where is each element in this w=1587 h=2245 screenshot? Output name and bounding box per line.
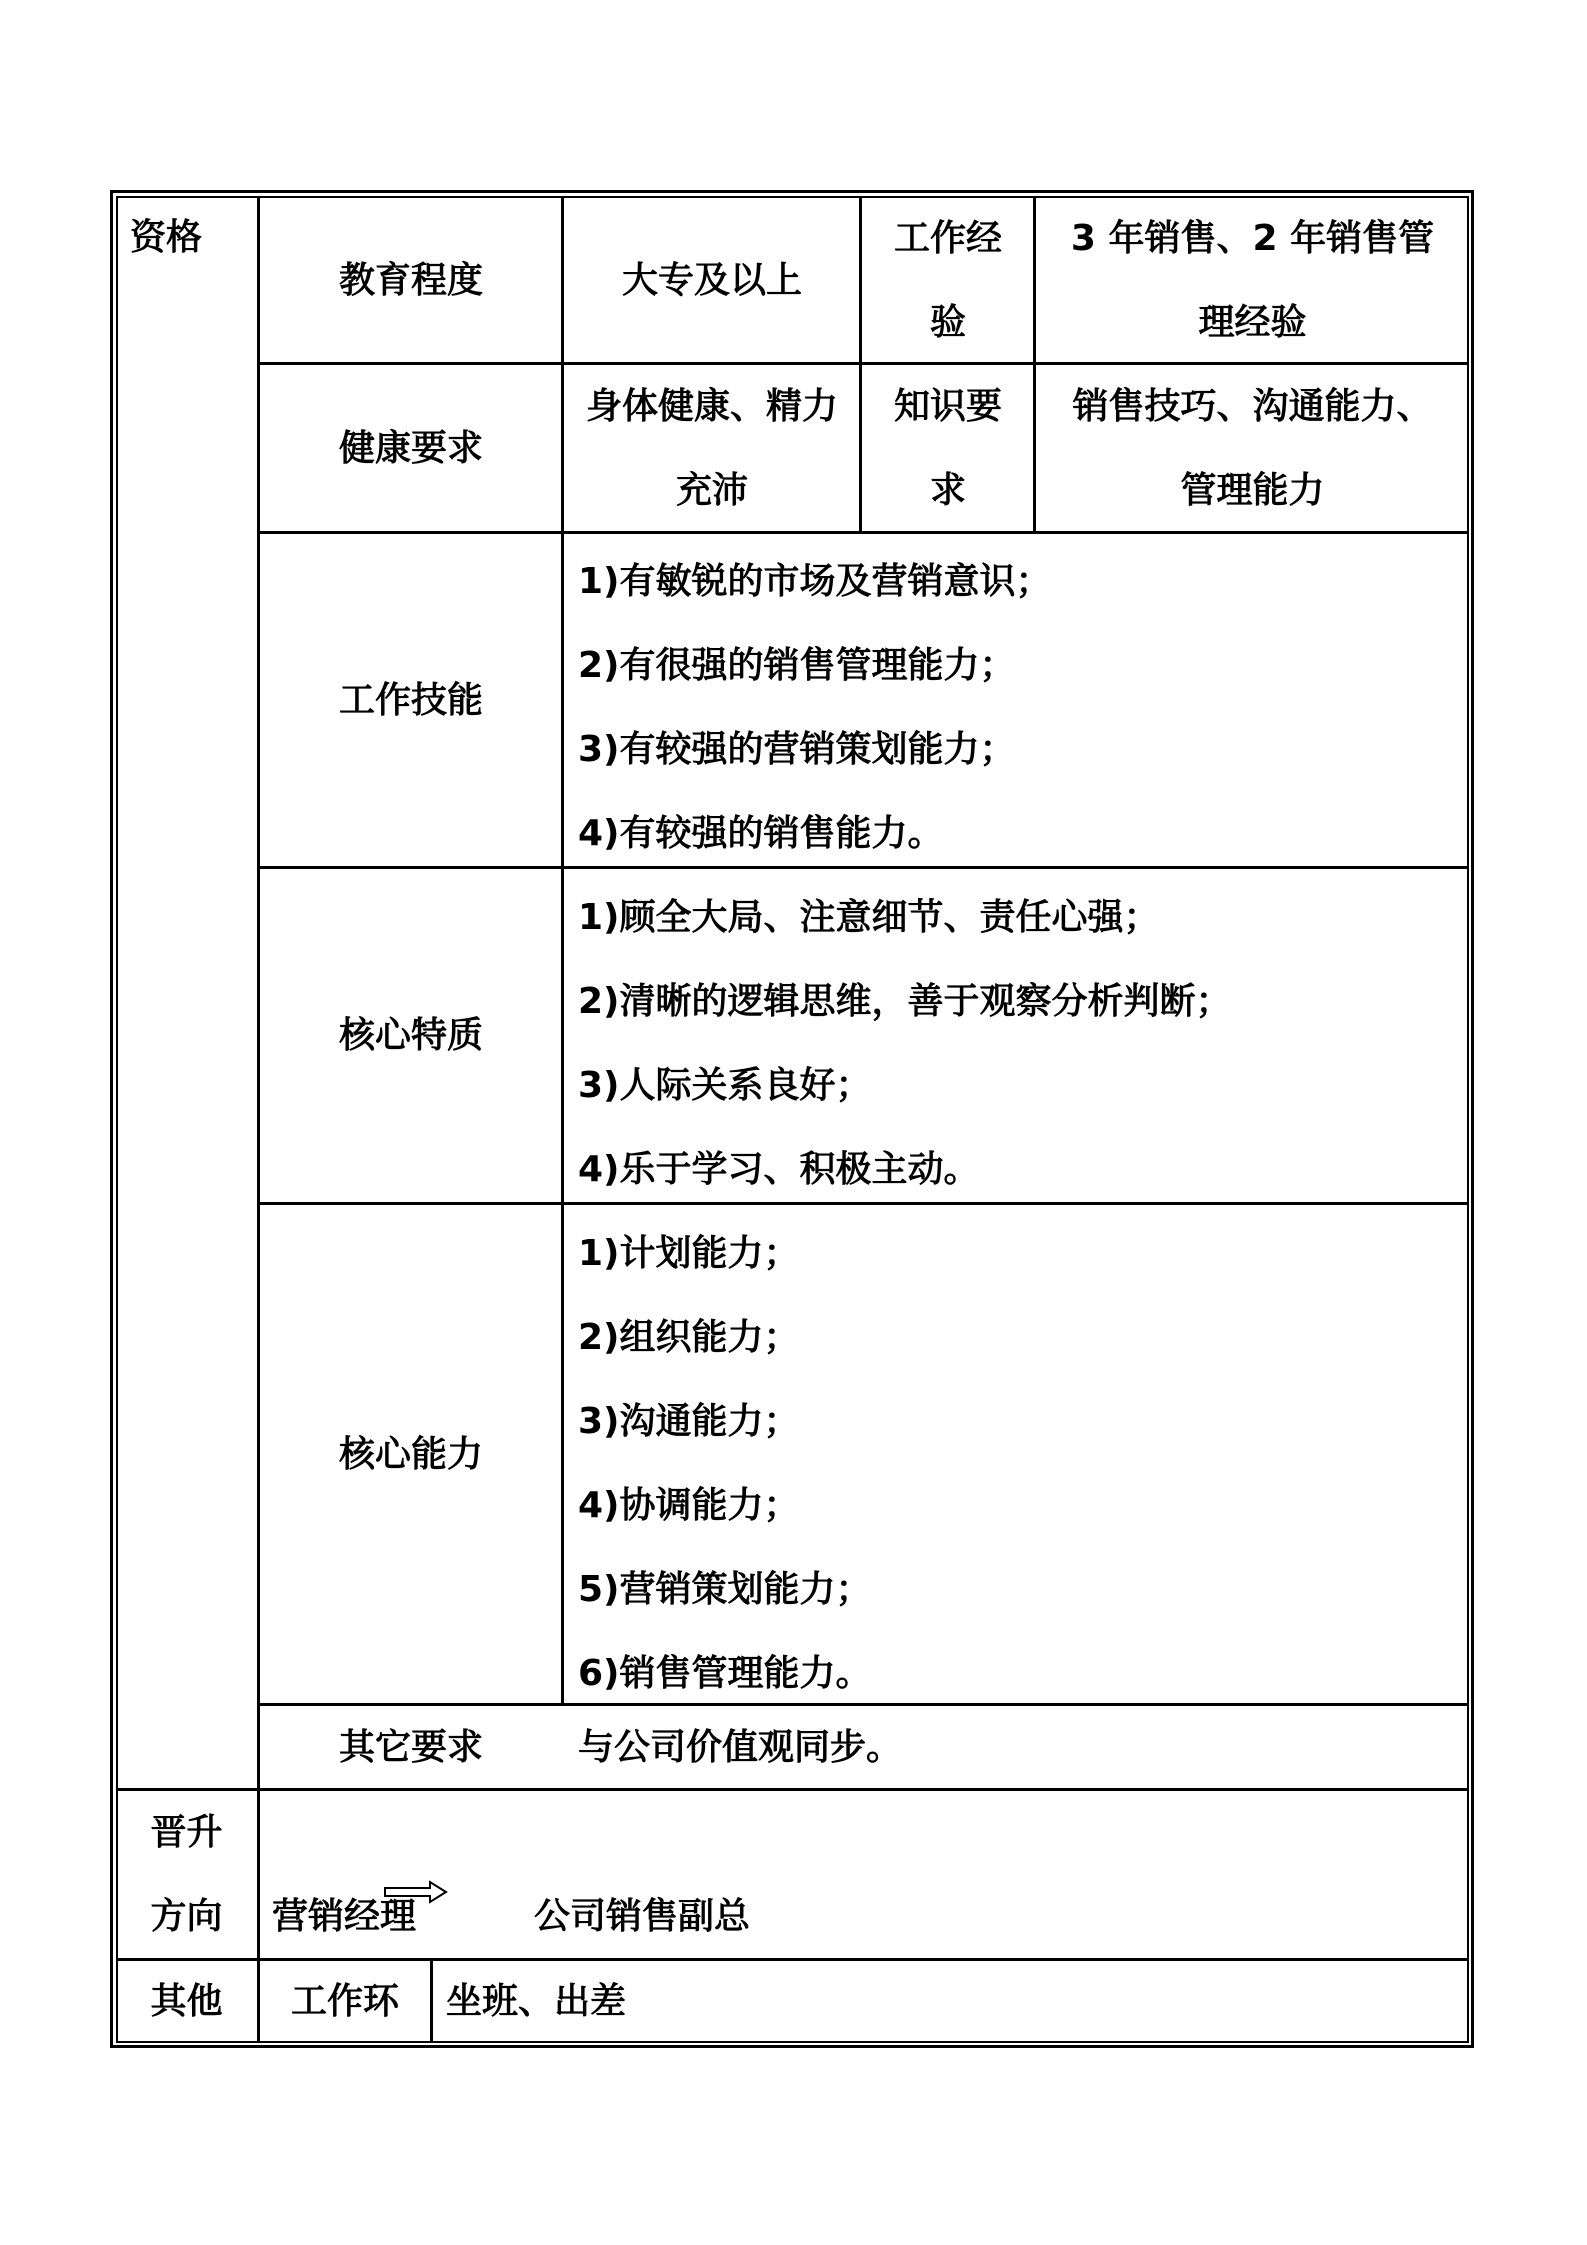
core-abilities-list [578,1212,872,1716]
knowledge-value: 销售技巧、沟通能力、 管理能力 [1072,385,1433,511]
work-experience-value: 3 年销售、2 年销售管 理经验 [1070,217,1435,343]
health-value: 身体健康、精力 充沛 [585,385,838,511]
list-item: 3)沟通能力； [578,1401,800,1442]
list-item: 2)有很强的销售管理能力； [578,645,1016,686]
list-item: 1)计划能力； [578,1233,800,1274]
work-skills-label: 工作技能 [338,679,483,721]
promotion-from: 营销经理 [272,1896,417,1937]
list-item: 4)协调能力； [578,1485,800,1526]
promotion-to: 公司销售副总 [534,1896,751,1937]
right-arrow-icon [384,1880,448,1904]
other-requirements-value: 与公司价值观同步。 [578,1726,903,1768]
list-item: 4)有较强的销售能力。 [578,813,944,854]
work-experience-label: 工作经 验 [893,217,1002,343]
list-item: 2)清晰的逻辑思维，善于观察分析判断； [578,981,1232,1022]
core-traits-label: 核心特质 [338,1015,483,1056]
col-divider [430,1959,433,2043]
knowledge-label: 知识要 求 [893,385,1002,511]
work-environment-value: 坐班、出差 [446,1981,627,2022]
other-requirements-label: 其它要求 [338,1726,483,1768]
education-label: 教育程度 [338,259,483,301]
qualifications-section-label [130,196,250,286]
list-item: 5)营销策划能力； [578,1569,872,1610]
list-item: 2)组织能力； [578,1317,800,1358]
list-item: 1)有敏锐的市场及营销意识； [578,561,1052,602]
promotion-label: 晋升 方向 [150,1812,223,1937]
list-item: 3)人际关系良好； [578,1065,872,1106]
list-item: 4)乐于学习、积极主动。 [578,1149,980,1190]
core-abilities-label: 核心能力 [338,1433,483,1475]
list-item: 1)顾全大局、注意细节、责任心强； [578,897,1160,938]
qualifications-label-text: 资格 [130,217,203,258]
list-item: 3)有较强的营销策划能力； [578,729,1016,770]
other-label: 其他 [150,1981,223,2022]
work-environment-label: 工作环 [290,1981,399,2022]
health-label: 健康要求 [338,427,483,469]
list-item: 6)销售管理能力。 [578,1653,872,1694]
work-skills-list [578,540,1052,876]
education-value: 大专及以上 [621,259,802,301]
core-traits-list [578,876,1232,1212]
